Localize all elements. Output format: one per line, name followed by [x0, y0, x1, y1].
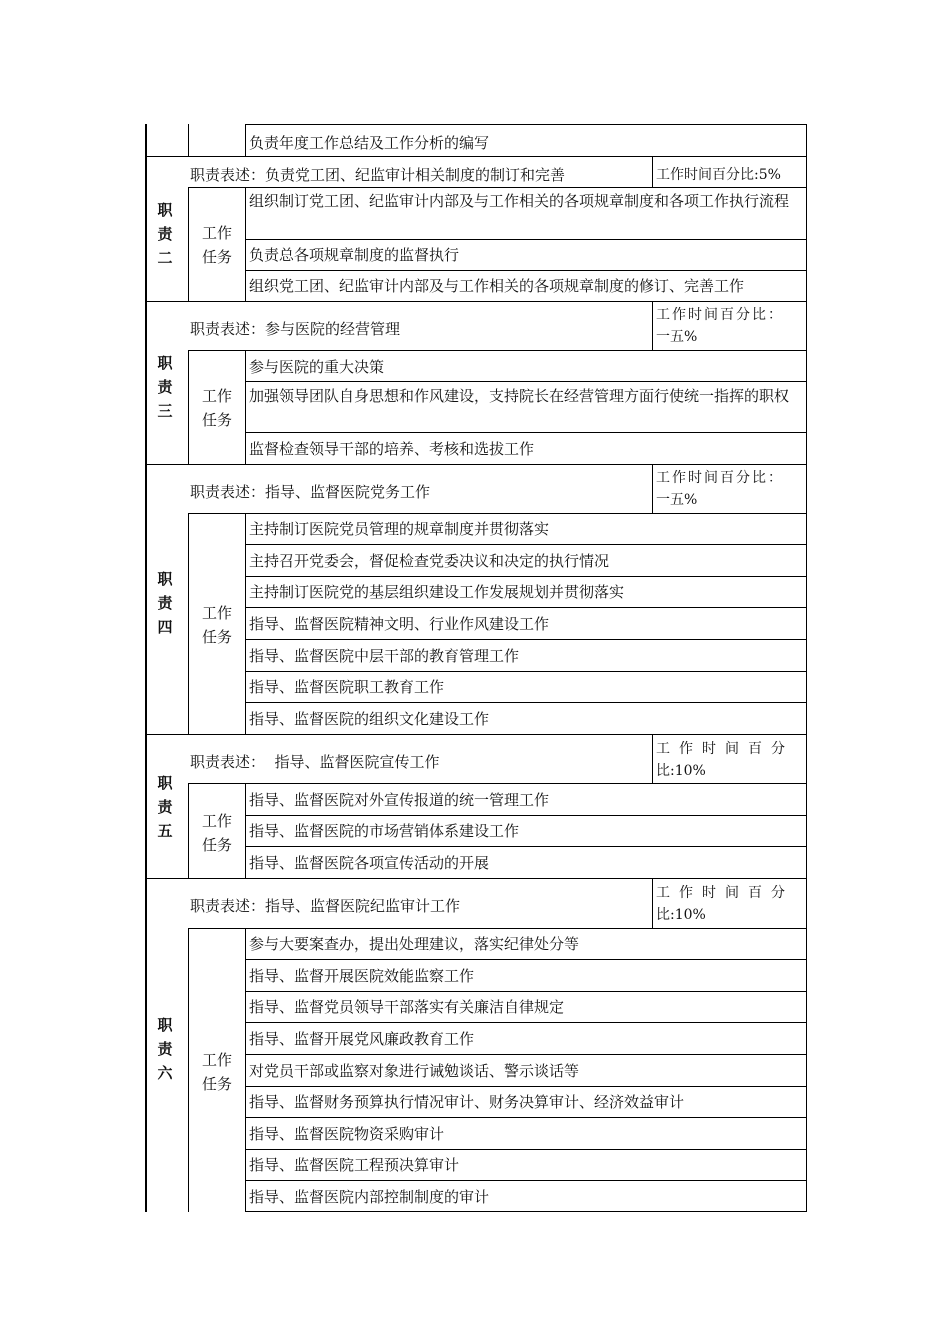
row-line	[245, 991, 807, 992]
task-item: 指导、监督医院的市场营销体系建设工作	[249, 822, 520, 840]
task-item: 指导、监督开展医院效能监察工作	[249, 967, 475, 985]
task-column-line	[245, 783, 246, 878]
task-item: 指导、监督医院中层干部的教育管理工作	[249, 647, 520, 665]
task-item: 参与大要案查办，提出处理建议，落实纪律处分等	[249, 935, 580, 953]
section-label: 职 责 二	[157, 201, 173, 267]
task-item: 加强领导团队自身思想和作风建设，支持院长在经营管理方面行使统一指挥的职权	[249, 387, 790, 405]
percent-column-line	[652, 301, 653, 350]
row-line	[245, 846, 807, 847]
section-label: 职 责 五	[157, 774, 173, 840]
task-item: 监督检查领导干部的培养、考核和选拔工作	[249, 440, 535, 458]
task-column-line	[245, 187, 246, 301]
percent-text: 工作时间百分 比:10%	[656, 741, 794, 779]
task-column-line	[245, 928, 246, 1212]
task-item: 指导、监督医院工程预决算审计	[249, 1156, 460, 1174]
task-column-line	[245, 124, 246, 156]
percent-text: 工作时间百分 比:10%	[656, 885, 794, 923]
task-item: 组织制订党工团、纪监审计内部及与工作相关的各项规章制度和各项工作执行流程	[249, 192, 790, 210]
section-line	[145, 301, 807, 302]
row-line	[245, 270, 807, 271]
task-item: 主持制订医院党员管理的规章制度并贯彻落实	[249, 520, 550, 538]
row-line	[245, 1149, 807, 1150]
row-line	[245, 702, 807, 703]
row-line	[245, 576, 807, 577]
task-label: 工作 任务	[201, 604, 232, 646]
row-line	[245, 671, 807, 672]
task-column-line	[245, 513, 246, 734]
task-item: 参与医院的重大决策	[249, 358, 385, 376]
task-item: 主持召开党委会，督促检查党委决议和决定的执行情况	[249, 552, 610, 570]
task-item: 指导、监督医院对外宣传报道的统一管理工作	[249, 791, 550, 809]
task-item: 指导、监督财务预算执行情况审计、财务决算审计、经济效益审计	[249, 1093, 685, 1111]
task-item: 负责总各项规章制度的监督执行	[249, 246, 460, 264]
row-line	[245, 815, 807, 816]
section-label: 职 责 六	[157, 1016, 173, 1082]
task-item: 主持制订医院党的基层组织建设工作发展规划并贯彻落实	[249, 583, 625, 601]
row-line	[245, 607, 807, 608]
task-item: 组织党工团、纪监审计内部及与工作相关的各项规章制度的修订、完善工作	[249, 277, 745, 295]
task-item: 指导、监督医院物资采购审计	[249, 1125, 445, 1143]
row-line	[245, 239, 807, 240]
row-line	[245, 639, 807, 640]
section-line	[145, 878, 807, 879]
statement-text: 职责表述： 指导、监督医院宣传工作	[190, 753, 440, 771]
task-item: 指导、监督医院职工教育工作	[249, 678, 445, 696]
row-line	[245, 1086, 807, 1087]
task-item: 指导、监督医院的组织文化建设工作	[249, 710, 490, 728]
task-item: 指导、监督医院精神文明、行业作风建设工作	[249, 615, 550, 633]
statement-text: 职责表述：指导、监督医院纪监审计工作	[190, 897, 461, 915]
percent-text: 工作时间百分比： 一五%	[656, 307, 784, 345]
task-item: 对党员干部或监察对象进行诫勉谈话、警示谈话等	[249, 1062, 580, 1080]
row-line	[245, 1180, 807, 1181]
task-item: 指导、监督医院各项宣传活动的开展	[249, 854, 490, 872]
task-label: 工作 任务	[201, 224, 232, 266]
statement-line	[188, 783, 807, 784]
statement-line	[188, 513, 807, 514]
row-line	[245, 1054, 807, 1055]
row-line	[245, 381, 807, 382]
task-item: 指导、监督医院内部控制制度的审计	[249, 1188, 490, 1206]
row-line	[245, 1117, 807, 1118]
row-line	[245, 432, 807, 433]
section-line	[145, 464, 807, 465]
percent-column-line	[652, 878, 653, 928]
statement-text: 职责表述：指导、监督医院党务工作	[190, 483, 431, 501]
row-line	[245, 959, 807, 960]
percent-text: 工作时间百分比： 一五%	[656, 470, 784, 508]
percent-column-line	[652, 734, 653, 783]
task-label-column-line	[188, 124, 189, 156]
task-label: 工作 任务	[201, 812, 232, 854]
section-line	[145, 734, 807, 735]
percent-text: 工作时间百分比:5%	[656, 167, 781, 183]
statement-line	[188, 187, 807, 188]
statement-line	[188, 928, 807, 929]
table-border-right	[806, 124, 807, 1212]
row-line	[245, 124, 807, 125]
statement-text: 职责表述：负责党工团、纪监审计相关制度的制订和完善	[190, 166, 566, 184]
task-item: 负责年度工作总结及工作分析的编写	[249, 134, 490, 152]
section-line	[145, 156, 807, 157]
section-label: 职 责 三	[157, 354, 173, 420]
row-line	[245, 1211, 807, 1212]
task-item: 指导、监督党员领导干部落实有关廉洁自律规定	[249, 998, 565, 1016]
row-line	[245, 1022, 807, 1023]
task-label: 工作 任务	[201, 387, 232, 429]
percent-column-line	[652, 464, 653, 513]
task-item: 指导、监督开展党风廉政教育工作	[249, 1030, 475, 1048]
percent-column-line	[652, 156, 653, 187]
statement-text: 职责表述：参与医院的经营管理	[190, 320, 401, 338]
task-label: 工作 任务	[201, 1051, 232, 1093]
task-column-line	[245, 350, 246, 464]
row-line	[245, 544, 807, 545]
statement-line	[188, 350, 807, 351]
section-label: 职 责 四	[157, 570, 173, 636]
